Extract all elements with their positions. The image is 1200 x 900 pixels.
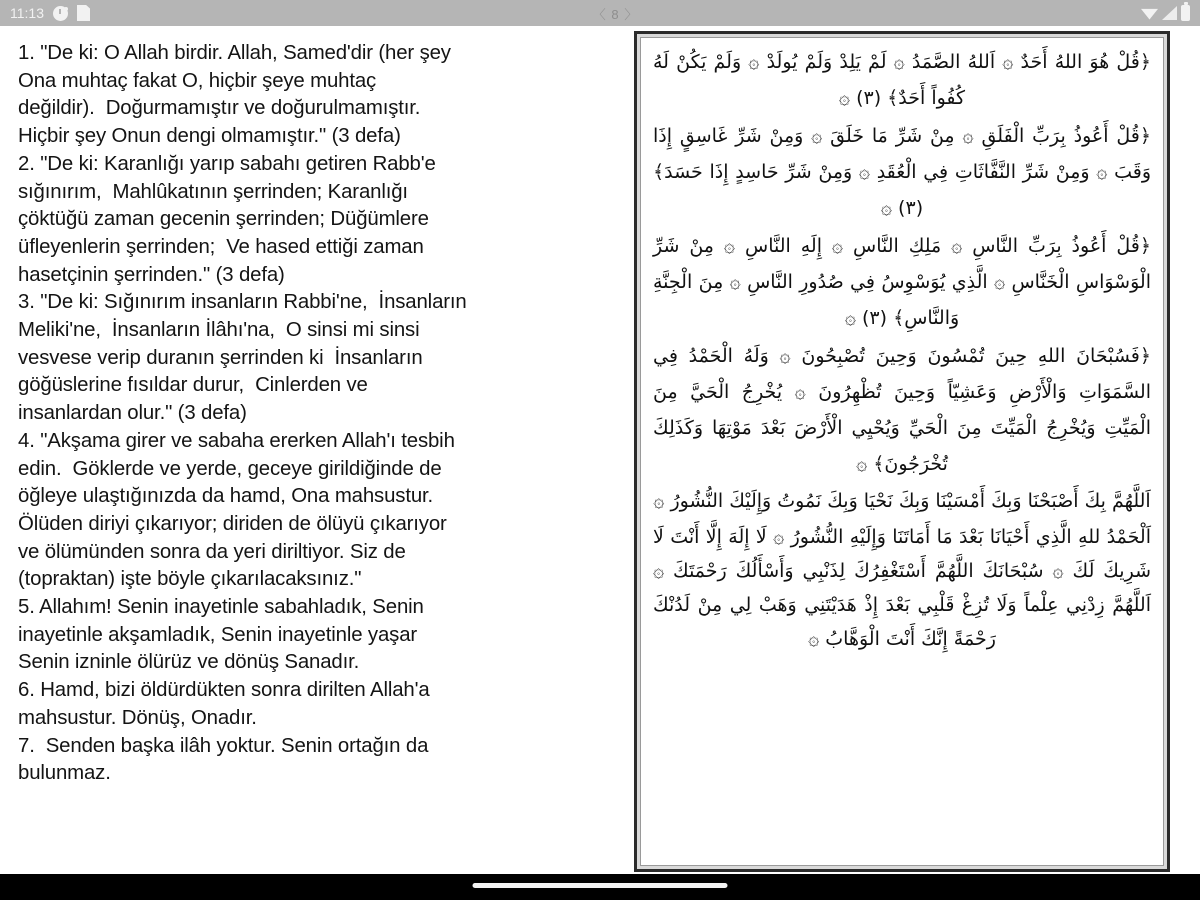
translation-line: mahsustur. Dönüş, Onadır. [18,706,257,729]
translation-line: çöktüğü zaman gecenin şerrinden; Düğümlere [18,208,429,231]
translation-line: değildir). Doğurmamıştır ve doğurulmamıştır. [18,97,421,120]
reader-content [0,26,1200,874]
page-indicator: 〈 8 〉 [592,6,639,22]
translation-line: inayetinle akşamladık, Senin inayetinle yaşar [18,623,418,646]
arabic-page-frame[interactable] [634,31,1170,872]
translation-line: 6. Hamd, bizi öldürdükten sonra dirilten Allah'a [18,679,430,702]
translation-line: edin. Göklerde ve yerde, geceye girildiğinde de [18,457,442,480]
alarm-clock-icon [53,6,68,21]
translation-line: öğleye ulaştığınızda da hamd, Ona mahsustur. [18,485,434,508]
status-clock: 11:13 [10,5,44,21]
home-gesture-pill[interactable] [473,883,728,888]
signal-icon [1162,6,1177,20]
translation-line: üfleyenlerin şerrinden; Ve hased ettiği zaman [18,235,424,258]
wifi-icon [1141,7,1158,20]
translation-line: 3. "De ki: Sığınırım insanların Rabbi'ne, İnsanların [18,291,467,314]
translation-line: 7. Senden başka ilâh yoktur. Senin ortağın da [18,734,429,757]
sd-card-icon [77,5,90,21]
arabic-passage: اَلْحَمْدُ للهِ الَّذِي أَحْيَانَا بَعْدَ مَا أَمَاتَنَا وَإِلَيْهِ النُّشُورُ ۞ لَا إِلَهَ إِلَّا أَنْتَ لَا شَرِيكَ لَكَ ۞ سُبْحَانَكَ اللَّهُمَّ أَسْتَغْفِرُكَ لِذَنْبِي وَأَسْأَلُكَ رَحْمَتَكَ ۞ اَللَّهُمَّ زِدْنِي عِلْماً وَلَا تُزِغْ قَلْبِي بَعْدَ إِذْ هَدَيْتَنِي وَهَبْ لِي مِنْ لَدُنْكَ رَحْمَةً إِنَّكَ أَنْتَ الْوَهَّابُ ۞ [653,526,1151,650]
system-navigation-bar [0,874,1200,900]
translation-line: Hiçbir şey Onun dengi olmamıştır." (3 defa) [18,125,401,148]
status-bar [0,0,1200,26]
translation-line: hasetçinin şerrinden." (3 defa) [18,263,285,286]
translation-line: ve ölümünden sonra da yeri diriltiyor. Siz de [18,540,406,563]
translation-line: vesvese verip duranın şerrinden ki İnsanların [18,346,423,369]
status-bar-right-group [1141,5,1190,21]
translation-line: Ona muhtaç fakat O, hiçbir şeye muhtaç [18,69,377,92]
translation-line: göğüslerine fısıldar durur, Cinlerden ve [18,374,368,397]
translation-pane[interactable] [0,26,614,874]
translation-line: 1. "De ki: O Allah birdir. Allah, Samed'dir (her şey [18,42,451,64]
translation-line: Meliki'ne, İnsanların İlâhı'na, O sinsi mi sinsi [18,319,420,342]
translation-line: sığınırım, Mahlûkatının şerrinden; Karanlığı [18,180,408,203]
translation-line: insanlardan olur." (3 defa) [18,402,247,425]
arabic-passage: ﴿قُلْ هُوَ اللهُ أَحَدٌ ۞ اَللهُ الصَّمَدُ ۞ لَمْ يَلِدْ وَلَمْ يُولَدْ ۞ وَلَمْ يَكُنْ لَهُ كُفُواً أَحَدٌ﴾ (٣) ۞ [653,51,1151,109]
arabic-page-inner [640,37,1164,866]
translation-line: 5. Allahım! Senin inayetinle sabahladık, Senin [18,596,424,619]
arabic-passage: ﴿فَسُبْحَانَ اللهِ حِينَ تُمْسُونَ وَحِينَ تُصْبِحُونَ ۞ وَلَهُ الْحَمْدُ فِي السَّمَوَاتِ وَالْأَرْضِ وَعَشِيّاً وَحِينَ تُظْهِرُونَ ۞ يُخْرِجُ الْحَيَّ مِنَ الْمَيِّتِ وَيُخْرِجُ الْمَيِّتَ مِنَ الْحَيِّ وَيُحْيِي الْأَرْضَ بَعْدَ مَوْتِهَا وَكَذَلِكَ تُخْرَجُونَ﴾ ۞ [653,345,1151,475]
translation-line: Senin izninle ölürüz ve dönüş Sanadır. [18,651,360,674]
status-bar-left-group [10,5,90,21]
translation-line: 4. "Akşama girer ve sabaha ererken Allah'ı tesbih [18,429,455,452]
translation-text [18,40,600,788]
translation-line: bulunmaz. [18,762,111,785]
arabic-passage: ﴿قُلْ أَعُوذُ بِرَبِّ النَّاسِ ۞ مَلِكِ النَّاسِ ۞ إِلَهِ النَّاسِ ۞ مِنْ شَرِّ الْوَسْوَاسِ الْخَنَّاسِ ۞ الَّذِي يُوَسْوِسُ فِي صُدُورِ النَّاسِ ۞ مِنَ الْجِنَّةِ وَالنَّاسِ﴾ (٣) ۞ [653,235,1151,329]
arabic-passage: ﴿قُلْ أَعُوذُ بِرَبِّ الْفَلَقِ ۞ مِنْ شَرِّ مَا خَلَقَ ۞ وَمِنْ شَرِّ غَاسِقٍ إِذَا وَقَبَ ۞ وَمِنْ شَرِّ النَّفَّاثَاتِ فِي الْعُقَدِ ۞ وَمِنْ شَرِّ حَاسِدٍ إِذَا حَسَدَ﴾ (٣) ۞ [653,125,1151,219]
translation-line: 2. "De ki: Karanlığı yarıp sabahı getiren Rabb'e [18,152,436,175]
battery-icon [1181,5,1190,21]
arabic-passage: اَللَّهُمَّ بِكَ أَصْبَحْنَا وَبِكَ أَمْسَيْنَا وَبِكَ نَحْيَا وَبِكَ نَمُوتُ وَإِلَيْكَ النُّشُورُ ۞ [653,490,1151,512]
translation-line: (topraktan) işte böyle çıkarılacaksınız." [18,568,362,591]
translation-line: Ölüden diriyi çıkarıyor; diriden de ölüyü çıkarıyor [18,512,447,535]
